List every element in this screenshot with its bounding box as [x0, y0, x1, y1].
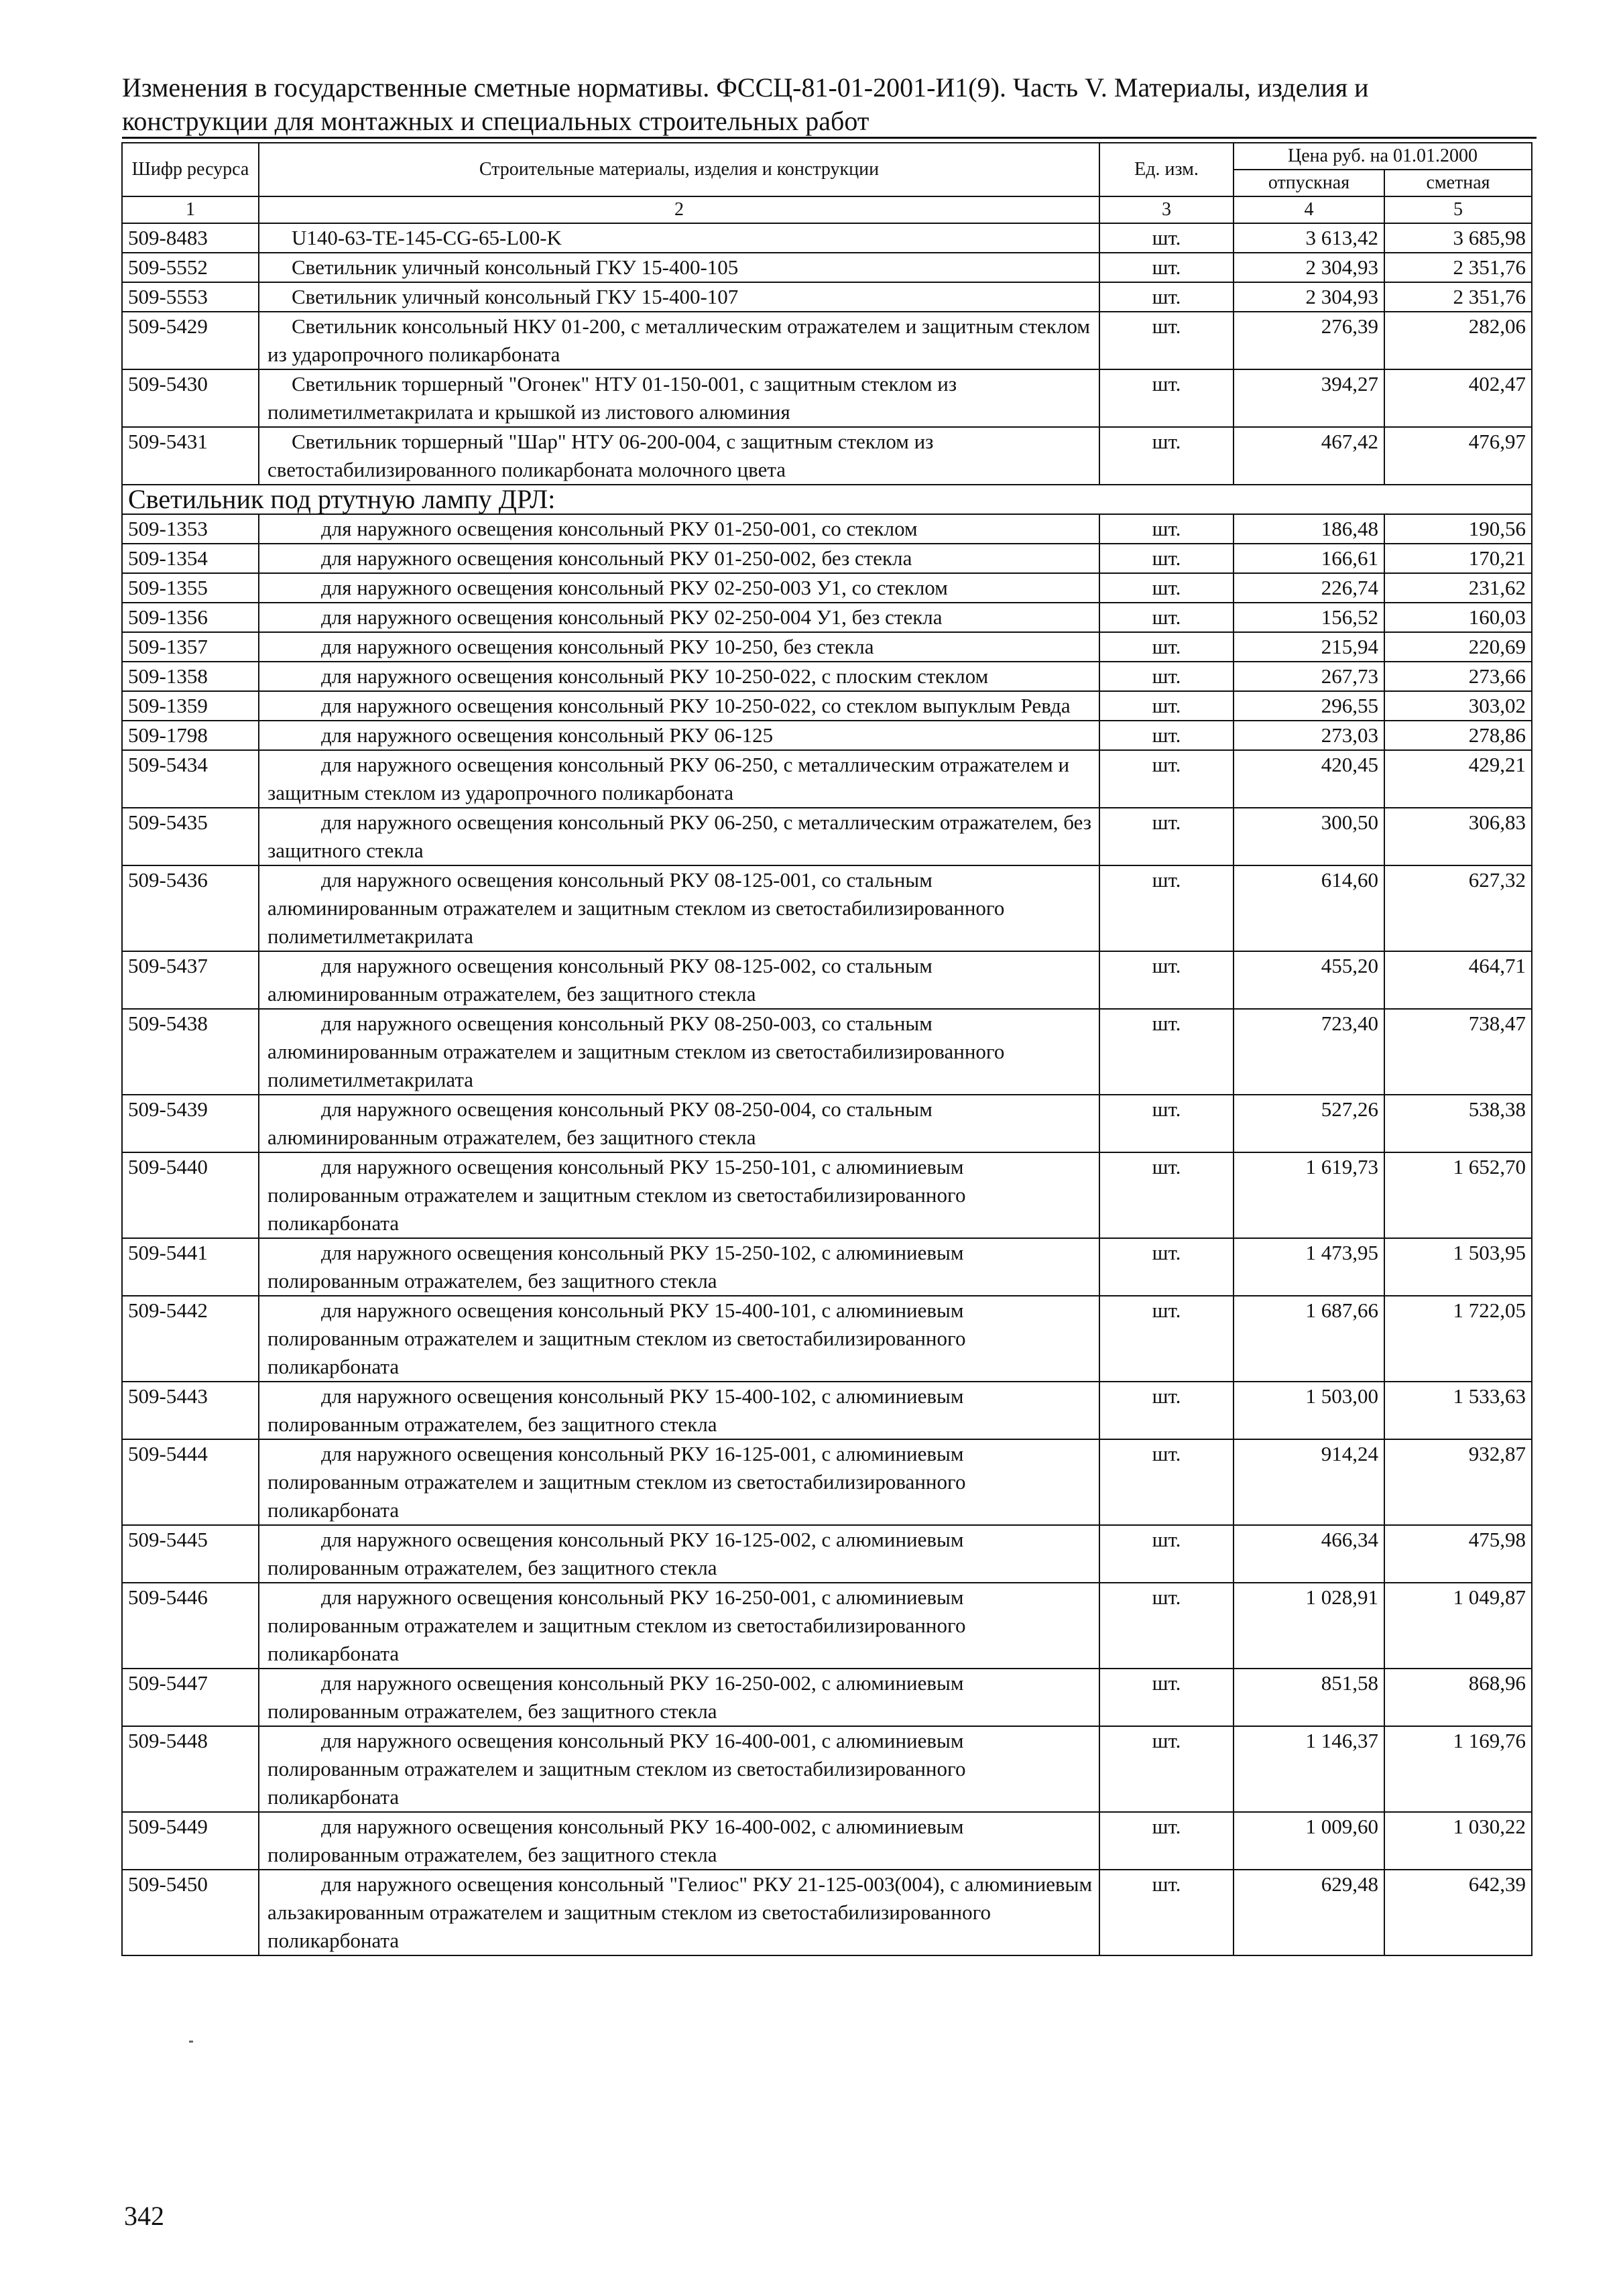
unit-cell: шт.: [1099, 1870, 1234, 1955]
table-body: [122, 223, 1532, 1955]
unit-cell: шт.: [1099, 427, 1234, 485]
resource-code: 509-5552: [122, 253, 259, 282]
material-name: для наружного освещения консольный РКУ 06-250, с металлическим отражателем, без защитного стекла: [259, 808, 1099, 865]
estimate-price: 3 685,98: [1384, 223, 1532, 253]
resource-code: 509-1355: [122, 573, 259, 603]
table-row: [122, 721, 1532, 750]
material-name: для наружного освещения консольный РКУ 08-250-004, со стальным алюминированным отражателем, без защитного стекла: [259, 1095, 1099, 1152]
table-row: [122, 1726, 1532, 1812]
unit-cell: шт.: [1099, 750, 1234, 808]
header-rule: [122, 137, 1537, 139]
material-name: для наружного освещения консольный РКУ 16-125-001, с алюминиевым полированным отражателем и защитным стеклом из светостабилизированного поликарбоната: [259, 1439, 1099, 1525]
material-name: для наружного освещения консольный РКУ 08-250-003, со стальным алюминированным отражателем и защитным стеклом из светостабилизированного полиметилметакрилата: [259, 1009, 1099, 1095]
estimate-price: 464,71: [1384, 951, 1532, 1009]
material-name: для наружного освещения консольный РКУ 01-250-002, без стекла: [259, 544, 1099, 573]
resource-code: 509-1357: [122, 632, 259, 662]
table-row: [122, 1583, 1532, 1669]
unit-cell: шт.: [1099, 253, 1234, 282]
estimate-price: 538,38: [1384, 1095, 1532, 1152]
unit-cell: шт.: [1099, 544, 1234, 573]
material-name: для наружного освещения консольный РКУ 08-125-001, со стальным алюминированным отражателем и защитным стеклом из светостабилизированного полиметилметакрилата: [259, 865, 1099, 951]
release-price: 156,52: [1234, 603, 1384, 632]
header-code: Шифр ресурса: [122, 143, 259, 196]
material-name: для наружного освещения консольный РКУ 08-125-002, со стальным алюминированным отражателем, без защитного стекла: [259, 951, 1099, 1009]
release-price: 1 146,37: [1234, 1726, 1384, 1812]
estimate-price: 282,06: [1384, 312, 1532, 369]
header-unit: Ед. изм.: [1099, 143, 1234, 196]
material-name: Светильник уличный консольный ГКУ 15-400-107: [259, 282, 1099, 312]
release-price: 851,58: [1234, 1669, 1384, 1726]
table-row: [122, 427, 1532, 485]
header-price-estimate: сметная: [1384, 170, 1532, 196]
unit-cell: шт.: [1099, 1583, 1234, 1669]
release-price: 2 304,93: [1234, 282, 1384, 312]
unit-cell: шт.: [1099, 369, 1234, 427]
estimate-price: 160,03: [1384, 603, 1532, 632]
material-name: U140-63-TE-145-CG-65-L00-K: [259, 223, 1099, 253]
unit-cell: шт.: [1099, 312, 1234, 369]
unit-cell: шт.: [1099, 573, 1234, 603]
material-name: для наружного освещения консольный РКУ 15-250-101, с алюминиевым полированным отражателем и защитным стеклом из светостабилизированного поликарбоната: [259, 1152, 1099, 1238]
estimate-price: 170,21: [1384, 544, 1532, 573]
table-row: [122, 865, 1532, 951]
estimate-price: 1 030,22: [1384, 1812, 1532, 1870]
resource-code: 509-1354: [122, 544, 259, 573]
estimate-price: 627,32: [1384, 865, 1532, 951]
material-name: для наружного освещения консольный РКУ 10-250-022, со стеклом выпуклым Ревда: [259, 691, 1099, 721]
unit-cell: шт.: [1099, 1439, 1234, 1525]
release-price: 1 009,60: [1234, 1812, 1384, 1870]
table-row: [122, 1382, 1532, 1439]
estimate-price: 475,98: [1384, 1525, 1532, 1583]
resource-code: 509-5429: [122, 312, 259, 369]
release-price: 1 687,66: [1234, 1296, 1384, 1382]
estimate-price: 2 351,76: [1384, 282, 1532, 312]
release-price: 300,50: [1234, 808, 1384, 865]
table-row: [122, 662, 1532, 691]
unit-cell: шт.: [1099, 1152, 1234, 1238]
estimate-price: 190,56: [1384, 514, 1532, 544]
estimate-price: 1 503,95: [1384, 1238, 1532, 1296]
material-name: для наружного освещения консольный РКУ 16-400-002, с алюминиевым полированным отражателем, без защитного стекла: [259, 1812, 1099, 1870]
resource-code: 509-1356: [122, 603, 259, 632]
estimate-price: 278,86: [1384, 721, 1532, 750]
release-price: 420,45: [1234, 750, 1384, 808]
header-price-release: отпускная: [1234, 170, 1384, 196]
release-price: 914,24: [1234, 1439, 1384, 1525]
unit-cell: шт.: [1099, 1525, 1234, 1583]
resource-code: 509-5447: [122, 1669, 259, 1726]
release-price: 629,48: [1234, 1870, 1384, 1955]
release-price: 215,94: [1234, 632, 1384, 662]
resource-code: 509-5553: [122, 282, 259, 312]
unit-cell: шт.: [1099, 1095, 1234, 1152]
table-row: [122, 1812, 1532, 1870]
estimate-price: 2 351,76: [1384, 253, 1532, 282]
header-line-2: конструкции для монтажных и специальных строительных работ: [122, 106, 869, 136]
column-number: 2: [259, 196, 1099, 223]
estimate-price: 1 169,76: [1384, 1726, 1532, 1812]
resource-code: 509-1353: [122, 514, 259, 544]
table-row: [122, 1152, 1532, 1238]
table-row: [122, 369, 1532, 427]
material-name: для наружного освещения консольный РКУ 06-125: [259, 721, 1099, 750]
document-header: [122, 71, 1537, 138]
table-row: [122, 514, 1532, 544]
release-price: 614,60: [1234, 865, 1384, 951]
column-number: 4: [1234, 196, 1384, 223]
material-name: для наружного освещения консольный РКУ 10-250, без стекла: [259, 632, 1099, 662]
table-row: [122, 1009, 1532, 1095]
resource-code: 509-8483: [122, 223, 259, 253]
estimate-price: 642,39: [1384, 1870, 1532, 1955]
unit-cell: шт.: [1099, 1382, 1234, 1439]
release-price: 394,27: [1234, 369, 1384, 427]
scan-artifact: [189, 2041, 193, 2043]
resource-code: 509-5439: [122, 1095, 259, 1152]
material-name: для наружного освещения консольный РКУ 16-250-001, с алюминиевым полированным отражателем и защитным стеклом из светостабилизированного поликарбоната: [259, 1583, 1099, 1669]
resource-code: 509-5434: [122, 750, 259, 808]
resource-code: 509-5430: [122, 369, 259, 427]
unit-cell: шт.: [1099, 223, 1234, 253]
release-price: 467,42: [1234, 427, 1384, 485]
material-name: для наружного освещения консольный РКУ 01-250-001, со стеклом: [259, 514, 1099, 544]
release-price: 267,73: [1234, 662, 1384, 691]
unit-cell: шт.: [1099, 514, 1234, 544]
estimate-price: 476,97: [1384, 427, 1532, 485]
material-name: для наружного освещения консольный РКУ 16-250-002, с алюминиевым полированным отражателем, без защитного стекла: [259, 1669, 1099, 1726]
resource-code: 509-5431: [122, 427, 259, 485]
table-row: [122, 573, 1532, 603]
material-name: Светильник уличный консольный ГКУ 15-400-105: [259, 253, 1099, 282]
estimate-price: 220,69: [1384, 632, 1532, 662]
material-name: Светильник торшерный "Шар" НТУ 06-200-004, с защитным стеклом из светостабилизированного поликарбоната молочного цвета: [259, 427, 1099, 485]
resource-code: 509-5445: [122, 1525, 259, 1583]
material-name: для наружного освещения консольный РКУ 15-250-102, с алюминиевым полированным отражателем, без защитного стекла: [259, 1238, 1099, 1296]
material-name: для наружного освещения консольный РКУ 15-400-102, с алюминиевым полированным отражателем, без защитного стекла: [259, 1382, 1099, 1439]
estimate-price: 303,02: [1384, 691, 1532, 721]
release-price: 166,61: [1234, 544, 1384, 573]
table-row: [122, 1525, 1532, 1583]
release-price: 296,55: [1234, 691, 1384, 721]
unit-cell: шт.: [1099, 691, 1234, 721]
estimate-price: 429,21: [1384, 750, 1532, 808]
header-line-1: Изменения в государственные сметные нормативы. ФССЦ-81-01-2001-И1(9). Часть V. Материалы, изделия и: [122, 72, 1369, 103]
resource-code: 509-5440: [122, 1152, 259, 1238]
unit-cell: шт.: [1099, 808, 1234, 865]
table-row: [122, 1238, 1532, 1296]
section-row: [122, 485, 1532, 514]
unit-cell: шт.: [1099, 1726, 1234, 1812]
table-row: [122, 1669, 1532, 1726]
table-row: [122, 603, 1532, 632]
resource-code: 509-5443: [122, 1382, 259, 1439]
header-name: Строительные материалы, изделия и конструкции: [259, 143, 1099, 196]
resource-code: 509-5437: [122, 951, 259, 1009]
table-row: [122, 1870, 1532, 1955]
price-table: [121, 142, 1532, 1956]
estimate-price: 1 652,70: [1384, 1152, 1532, 1238]
table-row: [122, 223, 1532, 253]
estimate-price: 402,47: [1384, 369, 1532, 427]
release-price: 723,40: [1234, 1009, 1384, 1095]
resource-code: 509-1359: [122, 691, 259, 721]
unit-cell: шт.: [1099, 1669, 1234, 1726]
table-row: [122, 544, 1532, 573]
page-number: 342: [124, 2201, 164, 2231]
unit-cell: шт.: [1099, 662, 1234, 691]
column-number: 3: [1099, 196, 1234, 223]
unit-cell: шт.: [1099, 1812, 1234, 1870]
release-price: 1 028,91: [1234, 1583, 1384, 1669]
material-name: для наружного освещения консольный РКУ 15-400-101, с алюминиевым полированным отражателем и защитным стеклом из светостабилизированного поликарбоната: [259, 1296, 1099, 1382]
material-name: для наружного освещения консольный РКУ 16-125-002, с алюминиевым полированным отражателем, без защитного стекла: [259, 1525, 1099, 1583]
material-name: для наружного освещения консольный РКУ 10-250-022, с плоским стеклом: [259, 662, 1099, 691]
section-title: Светильник под ртутную лампу ДРЛ:: [122, 485, 1532, 514]
column-numbers-row: [122, 196, 1532, 223]
estimate-price: 231,62: [1384, 573, 1532, 603]
resource-code: 509-1358: [122, 662, 259, 691]
estimate-price: 1 049,87: [1384, 1583, 1532, 1669]
material-name: для наружного освещения консольный РКУ 06-250, с металлическим отражателем и защитным стеклом из ударопрочного поликарбоната: [259, 750, 1099, 808]
release-price: 186,48: [1234, 514, 1384, 544]
header-price-group: Цена руб. на 01.01.2000: [1234, 143, 1532, 170]
unit-cell: шт.: [1099, 951, 1234, 1009]
table-row: [122, 1439, 1532, 1525]
estimate-price: 868,96: [1384, 1669, 1532, 1726]
estimate-price: 1 533,63: [1384, 1382, 1532, 1439]
unit-cell: шт.: [1099, 1296, 1234, 1382]
release-price: 276,39: [1234, 312, 1384, 369]
unit-cell: шт.: [1099, 865, 1234, 951]
unit-cell: шт.: [1099, 603, 1234, 632]
table-row: [122, 282, 1532, 312]
resource-code: 509-5436: [122, 865, 259, 951]
release-price: 466,34: [1234, 1525, 1384, 1583]
material-name: для наружного освещения консольный РКУ 16-400-001, с алюминиевым полированным отражателем и защитным стеклом из светостабилизированного поликарбоната: [259, 1726, 1099, 1812]
table-row: [122, 951, 1532, 1009]
estimate-price: 738,47: [1384, 1009, 1532, 1095]
resource-code: 509-5435: [122, 808, 259, 865]
release-price: 226,74: [1234, 573, 1384, 603]
material-name: для наружного освещения консольный "Гелиос" РКУ 21-125-003(004), с алюминиевым альзакированным отражателем и защитным стеклом из светостабилизированного поликарбоната: [259, 1870, 1099, 1955]
table-row: [122, 1296, 1532, 1382]
estimate-price: 273,66: [1384, 662, 1532, 691]
material-name: Светильник консольный НКУ 01-200, с металлическим отражателем и защитным стеклом из ударопрочного поликарбоната: [259, 312, 1099, 369]
column-number: 1: [122, 196, 259, 223]
table-row: [122, 1095, 1532, 1152]
table-row: [122, 750, 1532, 808]
release-price: 1 503,00: [1234, 1382, 1384, 1439]
resource-code: 509-5442: [122, 1296, 259, 1382]
resource-code: 509-5446: [122, 1583, 259, 1669]
release-price: 455,20: [1234, 951, 1384, 1009]
resource-code: 509-1798: [122, 721, 259, 750]
estimate-price: 1 722,05: [1384, 1296, 1532, 1382]
release-price: 3 613,42: [1234, 223, 1384, 253]
unit-cell: шт.: [1099, 632, 1234, 662]
material-name: для наружного освещения консольный РКУ 02-250-003 У1, со стеклом: [259, 573, 1099, 603]
resource-code: 509-5450: [122, 1870, 259, 1955]
release-price: 2 304,93: [1234, 253, 1384, 282]
resource-code: 509-5441: [122, 1238, 259, 1296]
table-row: [122, 253, 1532, 282]
release-price: 1 619,73: [1234, 1152, 1384, 1238]
resource-code: 509-5444: [122, 1439, 259, 1525]
resource-code: 509-5438: [122, 1009, 259, 1095]
unit-cell: шт.: [1099, 282, 1234, 312]
unit-cell: шт.: [1099, 1238, 1234, 1296]
resource-code: 509-5448: [122, 1726, 259, 1812]
material-name: для наружного освещения консольный РКУ 02-250-004 У1, без стекла: [259, 603, 1099, 632]
resource-code: 509-5449: [122, 1812, 259, 1870]
release-price: 273,03: [1234, 721, 1384, 750]
table-row: [122, 808, 1532, 865]
release-price: 527,26: [1234, 1095, 1384, 1152]
material-name: Светильник торшерный "Огонек" НТУ 01-150-001, с защитным стеклом из полиметилметакрилата и крышкой из листового алюминия: [259, 369, 1099, 427]
estimate-price: 932,87: [1384, 1439, 1532, 1525]
estimate-price: 306,83: [1384, 808, 1532, 865]
release-price: 1 473,95: [1234, 1238, 1384, 1296]
column-number: 5: [1384, 196, 1532, 223]
unit-cell: шт.: [1099, 1009, 1234, 1095]
table-row: [122, 312, 1532, 369]
table-row: [122, 632, 1532, 662]
unit-cell: шт.: [1099, 721, 1234, 750]
table-row: [122, 691, 1532, 721]
